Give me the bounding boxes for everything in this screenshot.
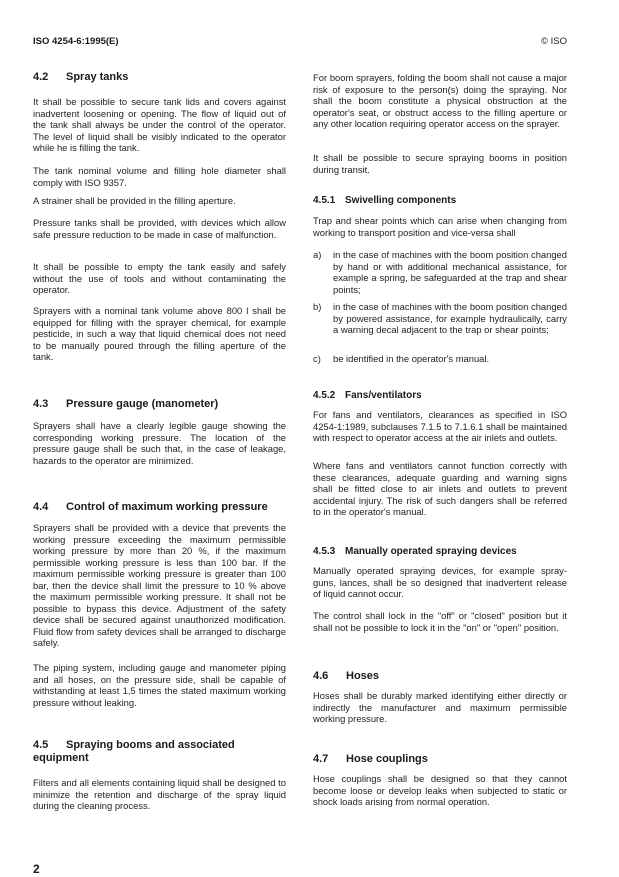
section-title: Spray tanks (66, 71, 129, 83)
list-item (313, 249, 567, 295)
list-marker: a) (313, 249, 322, 260)
section-number: 4.2 (33, 71, 49, 83)
heading-4-3 (33, 398, 286, 411)
page-number: 2 (33, 862, 40, 876)
paragraph: It shall be possible to empty the tank easily and safely without the use of tools and without contaminating the operator. (33, 261, 286, 295)
paragraph: It shall be possible to secure tank lids and covers against inadvertent loosening or opening. The flow of liquid out of the tank shall always be under the control of the operator. The level of liquid shall be visibly indicated to the operator while he is filling the tank. (33, 96, 286, 153)
paragraph: A strainer shall be provided in the filling aperture. (33, 195, 236, 206)
section-title: Control of maximum working pressure (66, 501, 268, 513)
section-number: 4.5.1 (313, 195, 336, 206)
section-title: Fans/ventilators (345, 390, 422, 401)
paragraph: The tank nominal volume and filling hole diameter shall comply with ISO 9357. (33, 165, 286, 188)
section-title: Manually operated spraying devices (345, 546, 517, 557)
paragraph: The control shall lock in the "off" or "closed" position but it shall not be possible to lock it in the "on" or "open" position. (313, 610, 567, 633)
heading-4-2 (33, 71, 286, 84)
list-marker: b) (313, 301, 322, 312)
heading-4-6 (313, 670, 567, 683)
paragraph: The piping system, including gauge and manometer piping and all hoses, on the pressure side, shall be capable of withstanding at least 1,5 times the stated maximum working pressure without leaking. (33, 662, 286, 708)
section-number: 4.4 (33, 501, 49, 513)
heading-4-7 (313, 753, 567, 766)
paragraph: Hose couplings shall be designed so that they cannot become loose or develop leaks when subjected to static or shock loads arising from normal operation. (313, 773, 567, 807)
paragraph: Sprayers with a nominal tank volume above 800 l shall be equipped for filling with the sprayer chemical, for example pesticide, in such a way that liquid chemical does not need to be manually poured through the filling aperture of the tank. (33, 305, 286, 362)
paragraph: Manually operated spraying devices, for example spray-guns, lances, shall be so designed that inadvertent release of liquid cannot occur. (313, 565, 567, 599)
paragraph: Where fans and ventilators cannot function correctly with these clearances, adequate guarding and warning signs shall be fitted close to air inlets and outlets to prevent accidental injury. The risk of such dangers shall be referred to in the operator's manual. (313, 460, 567, 517)
paragraph: Pressure tanks shall be provided, with devices which allow safe pressure reduction to be made in case of malfunction. (33, 217, 286, 240)
section-number: 4.5 (33, 739, 49, 751)
section-title: Spraying booms and associated equipment (33, 739, 235, 764)
section-number: 4.5.3 (313, 546, 336, 557)
list-text: be identified in the operator's manual. (333, 353, 490, 364)
paragraph: It shall be possible to secure spraying booms in position during transit. (313, 152, 567, 175)
section-title: Hoses (346, 670, 380, 682)
section-number: 4.6 (313, 670, 329, 682)
heading-4-5-1 (313, 195, 567, 207)
paragraph: For fans and ventilators, clearances as specified in ISO 4254-1:1989, subclauses 7.1.5 to 7.1.6.1 shall be maintained with respect to operator access at the air inlets and outlets. (313, 409, 567, 443)
copyright: © ISO (540, 36, 567, 47)
heading-4-4 (33, 501, 286, 514)
list-item (313, 353, 567, 365)
list-item (313, 301, 567, 336)
heading-4-5 (33, 739, 253, 765)
paragraph: Sprayers shall be provided with a device that prevents the working pressure exceeding the maximum permissible working pressure by more than 20 %, if the maximum permissible working pressure is less than 100 bar. If the maximum permissible working pressure is greater than 100 bar, then the device shall limit the pressure to 10 % above the maximum permissible working pressure. It shall not be possible to bypass this device. Adjustment of the safety device shall be secured against unauthorized modification. Fluid flow from safety devices shall be arranged to discharge safely. (33, 522, 286, 648)
document-id: ISO 4254-6:1995(E) (33, 36, 119, 47)
section-title: Hose couplings (346, 753, 428, 765)
section-number: 4.7 (313, 753, 329, 765)
section-number: 4.3 (33, 398, 49, 410)
heading-4-5-2 (313, 390, 567, 402)
list-marker: c) (313, 353, 321, 364)
section-title: Swivelling components (345, 195, 457, 206)
heading-4-5-3 (313, 546, 567, 558)
list-text: in the case of machines with the boom position changed by hand or with additional mechanical assistance, for example a spring, be safeguarded at the trap and shear points; (333, 249, 567, 295)
section-number: 4.5.2 (313, 390, 336, 401)
list-text: in the case of machines with the boom position changed by powered assistance, for example hydraulically, carry a warning decal adjacent to the trap or shear points; (333, 301, 567, 335)
paragraph: Sprayers shall have a clearly legible gauge showing the corresponding working pressure. The location of the pressure gauge shall be such that, in the case of leakage, hazards to the operator are minimized. (33, 420, 286, 466)
paragraph: Filters and all elements containing liquid shall be designed to minimize the retention and discharge of the spray liquid during the cleaning process. (33, 777, 286, 811)
paragraph: For boom sprayers, folding the boom shall not cause a major risk of exposure to the person(s) doing the spraying. Nor shall the boom constitute a physical obstruction at the operator's seat, or obstruct access to the filling aperture or any other location requiring operator access on the sprayer. (313, 72, 567, 129)
paragraph: Trap and shear points which can arise when changing from working to transport position and vice-versa shall (313, 215, 567, 238)
section-title: Pressure gauge (manometer) (66, 398, 219, 410)
paragraph: Hoses shall be durably marked identifying either directly or indirectly the manufacturer and maximum permissible working pressure. (313, 690, 567, 724)
